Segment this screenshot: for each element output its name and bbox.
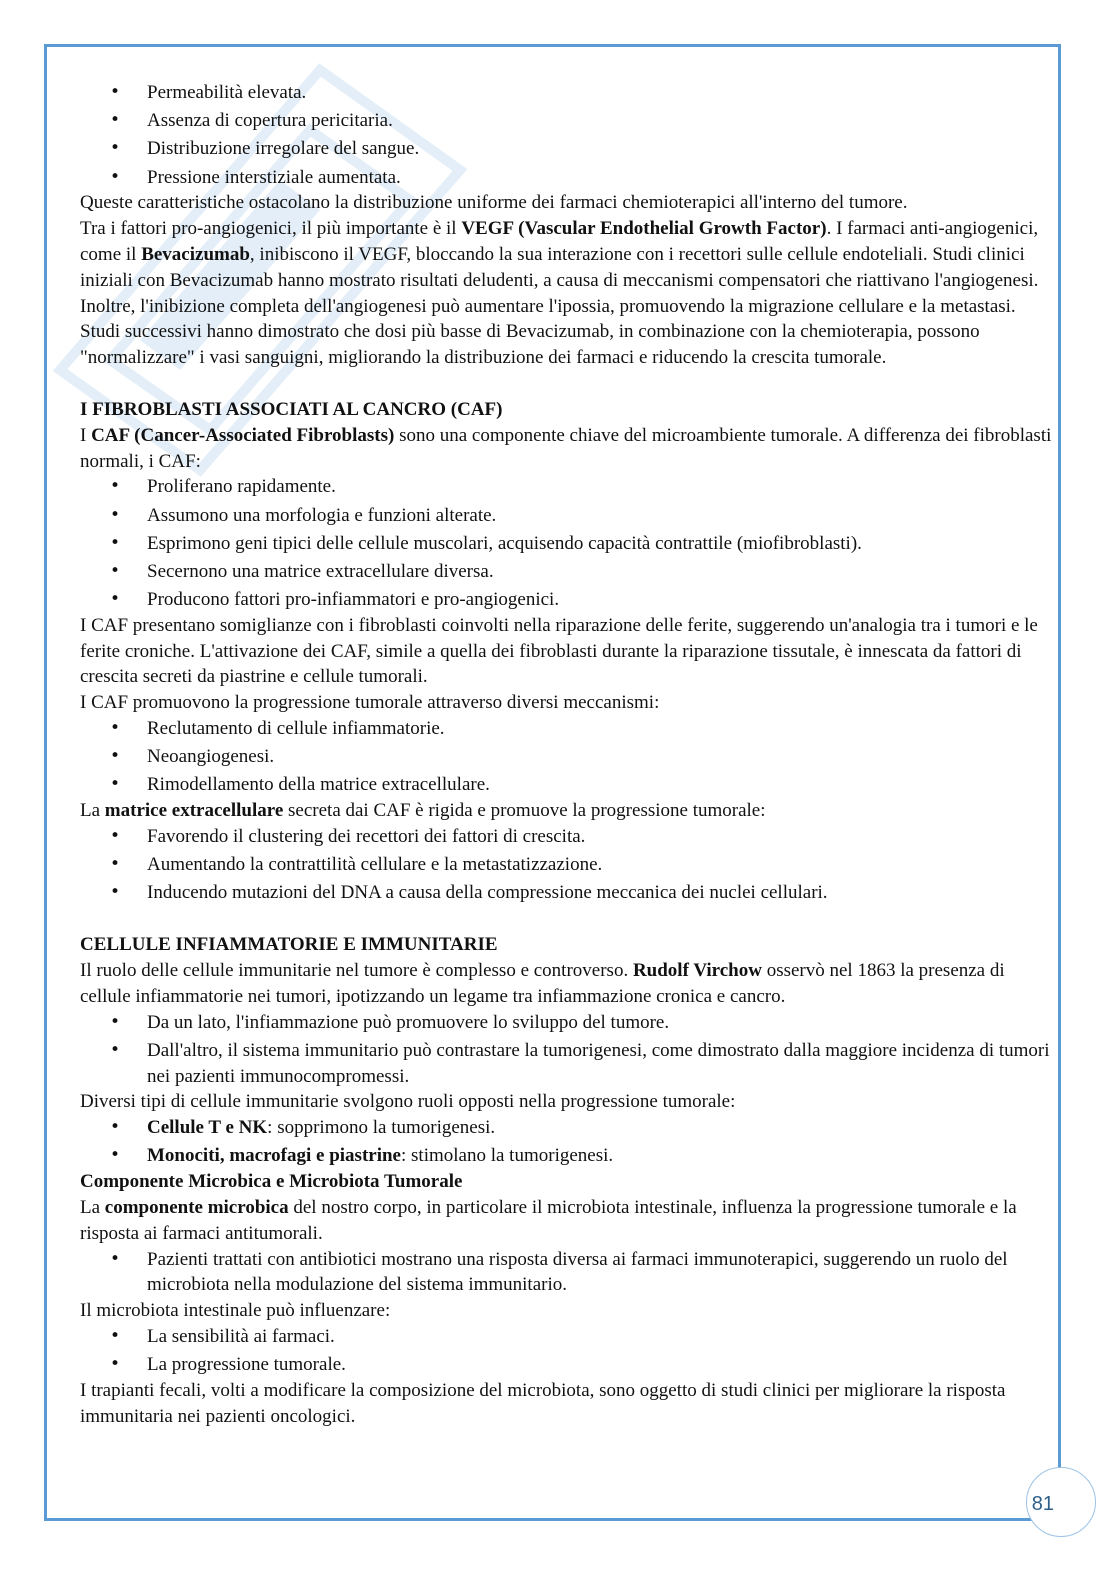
paragraph: Inoltre, l'inibizione completa dell'angiogenesi può aumentare l'ipossia, promuovendo la migrazione cellulare e la metastasi. Studi successivi hanno dimostrato che dosi più basse di Bevacizumab, in combinazione con la chemioterapia, possono "normalizzare" i vasi sanguigni, migliorando la distribuzione dei farmaci e riducendo la crescita tumorale.	[80, 295, 1016, 369]
paragraph: Diversi tipi di cellule immunitarie svolgono ruoli opposti nella progressione tumorale:	[80, 1091, 736, 1113]
list-item: • Dall'altro, il sistema immunitario può contrastare la tumorigenesi, come dimostrato dalla maggiore incidenza di tumori nei pazienti immunocompromessi.	[80, 1038, 1055, 1090]
microbiota-effects-list	[80, 1324, 1055, 1378]
paragraph: I trapianti fecali, volti a modificare la composizione del microbiota, sono oggetto di studi clinici per migliorare la risposta immunitaria nei pazienti oncologici.	[80, 1379, 1006, 1427]
list-item: • Producono fattori pro-infiammatori e pro-angiogenici.	[80, 587, 1055, 613]
list-item: • Aumentando la contrattilità cellulare e la metastatizzazione.	[80, 852, 1055, 878]
list-item: • La sensibilità ai farmaci.	[80, 1324, 1055, 1350]
list-item: • Rimodellamento della matrice extracellulare.	[80, 772, 1055, 798]
subsection-heading-microbiota: Componente Microbica e Microbiota Tumorale	[80, 1171, 463, 1193]
list-item: • Reclutamento di cellule infiammatorie.	[80, 716, 1055, 742]
list-item: • Pressione interstiziale aumentata.	[80, 165, 1055, 191]
list-item: • Neoangiogenesi.	[80, 744, 1055, 770]
list-item: • Secernono una matrice extracellulare diversa.	[80, 559, 1055, 585]
list-item: • La progressione tumorale.	[80, 1352, 1055, 1378]
list-item: • Permeabilità elevata.	[80, 80, 1055, 106]
page-number: 81	[1031, 1493, 1054, 1515]
list-item: • Pazienti trattati con antibiotici mostrano una risposta diversa ai farmaci immunoterapici, suggerendo un ruolo del microbiota nella modulazione del sistema immunitario.	[80, 1247, 1055, 1299]
paragraph: I CAF promuovono la progressione tumorale attraverso diversi meccanismi:	[80, 692, 660, 714]
list-item: • Monociti, macrofagi e piastrine: stimolano la tumorigenesi.	[80, 1143, 1055, 1169]
caf-mechanisms-list	[80, 716, 1055, 798]
list-item: • Distribuzione irregolare del sangue.	[80, 136, 1055, 162]
list-item: • Favorendo il clustering dei recettori dei fattori di crescita.	[80, 824, 1055, 850]
paragraph: Queste caratteristiche ostacolano la distribuzione uniforme dei farmaci chemioterapici all'interno del tumore.	[80, 192, 908, 214]
paragraph: I CAF presentano somiglianze con i fibroblasti coinvolti nella riparazione delle ferite, suggerendo un'analogia tra i tumori e le ferite croniche. L'attivazione dei CAF, simile a quella dei fibroblasti durante la riparazione tissutale, è innescata da fattori di crescita secreti da piastrine e cellule tumorali.	[80, 614, 1038, 688]
paragraph: I CAF (Cancer-Associated Fibroblasts) sono una componente chiave del microambiente tumorale. A differenza dei fibroblasti normali, i CAF:	[80, 424, 1052, 472]
list-item: • Assenza di copertura pericitaria.	[80, 108, 1055, 134]
list-item: • Esprimono geni tipici delle cellule muscolari, acquisendo capacità contrattile (miofibroblasti).	[80, 531, 1055, 557]
section-heading-caf: I FIBROBLASTI ASSOCIATI AL CANCRO (CAF)	[80, 398, 503, 420]
list-item: • Assumono una morfologia e funzioni alterate.	[80, 503, 1055, 529]
immune-cells-list	[80, 1115, 1055, 1169]
list-item: • Da un lato, l'infiammazione può promuovere lo sviluppo del tumore.	[80, 1010, 1055, 1036]
matrix-effects-list	[80, 824, 1055, 906]
section-heading-immune: CELLULE INFIAMMATORIE E IMMUNITARIE	[80, 934, 498, 956]
page-content	[80, 80, 1055, 1430]
paragraph: Tra i fattori pro-angiogenici, il più importante è il VEGF (Vascular Endothelial Growth Factor). I farmaci anti-angiogenici, come il Bevacizumab, inibiscono il VEGF, bloccando la sua interazione con i recettori sulle cellule endoteliali. Studi clinici iniziali con Bevacizumab hanno mostrato risultati deludenti, a causa di meccanismi compensatori che riattivano l'angiogenesi.	[80, 218, 1039, 291]
caf-features-list	[80, 474, 1055, 613]
list-item: • Proliferano rapidamente.	[80, 474, 1055, 500]
paragraph: La componente microbica del nostro corpo, in particolare il microbiota intestinale, influenza la progressione tumorale e la risposta ai farmaci antitumorali.	[80, 1196, 1017, 1244]
intro-list	[80, 80, 1055, 190]
inflammation-list	[80, 1010, 1055, 1090]
list-item: • Inducendo mutazioni del DNA a causa della compressione meccanica dei nuclei cellulari.	[80, 880, 1055, 906]
paragraph: Il microbiota intestinale può influenzare:	[80, 1300, 391, 1322]
paragraph: Il ruolo delle cellule immunitarie nel tumore è complesso e controverso. Rudolf Virchow osservò nel 1863 la presenza di cellule infiammatorie nei tumori, ipotizzando un legame tra infiammazione cronica e cancro.	[80, 960, 1005, 1007]
paragraph: La matrice extracellulare secreta dai CAF è rigida e promuove la progressione tumorale:	[80, 800, 766, 822]
antibiotics-list	[80, 1247, 1055, 1299]
list-item: • Cellule T e NK: sopprimono la tumorigenesi.	[80, 1115, 1055, 1141]
